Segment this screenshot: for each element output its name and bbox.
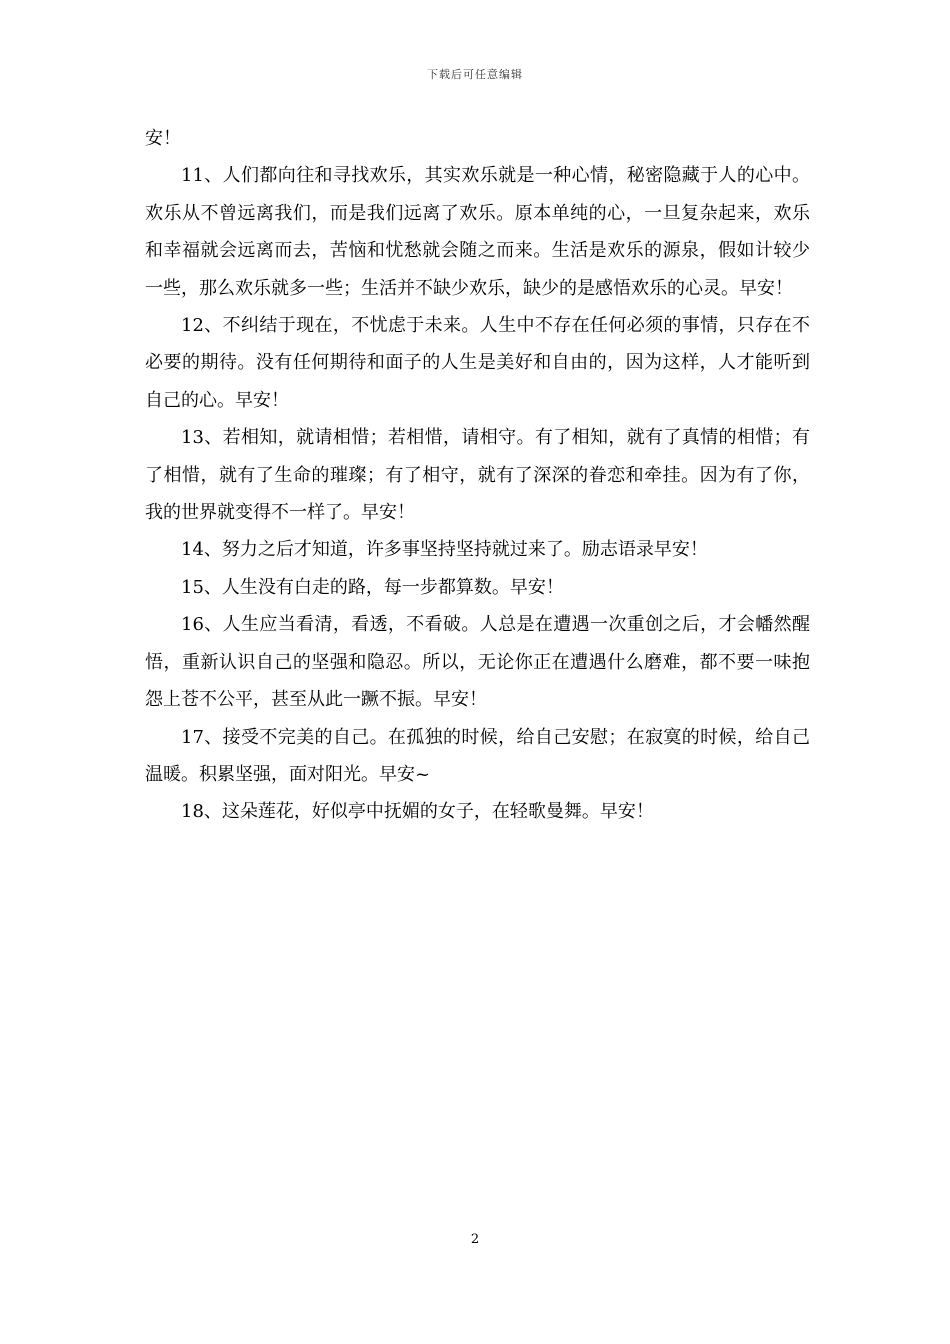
paragraph-11: 11、人们都向往和寻找欢乐，其实欢乐就是一种心情，秘密隐藏于人的心中。欢乐从不曾远离我们，而是我们远离了欢乐。原本单纯的心，一旦复杂起来，欢乐和幸福就会远离而去，苦恼和忧愁就会随之而来。生活是欢乐的源泉，假如计较少一些，那么欢乐就多一些；生活并不缺少欢乐，缺少的是感悟欢乐的心灵。早安！	[145, 165, 810, 299]
document-body	[145, 120, 810, 831]
paragraph-12: 12、不纠结于现在，不忧虑于未来。人生中不存在任何必须的事情，只存在不必要的期待。没有任何期待和面子的人生是美好和自由的，因为这样，人才能听到自己的心。早安！	[145, 315, 810, 411]
paragraph-15: 15、人生没有白走的路，每一步都算数。早安！	[181, 576, 564, 598]
paragraph-17: 17、接受不完美的自己。在孤独的时候，给自己安慰；在寂寞的时候，给自己温暖。积累坚强，面对阳光。早安~	[145, 726, 810, 785]
page-header: 下载后可任意编辑	[427, 68, 523, 81]
paragraph-continuation: 安！	[145, 128, 181, 149]
paragraph-13: 13、若相知，就请相惜；若相惜，请相守。有了相知，就有了真情的相惜；有了相惜，就有了生命的璀璨；有了相守，就有了深深的眷恋和牵挂。因为有了你，我的世界就变得不一样了。早安！	[145, 427, 810, 524]
page-number: 2	[470, 1232, 480, 1247]
paragraph-14: 14、努力之后才知道，许多事坚持坚持就过来了。励志语录早安！	[181, 539, 708, 561]
paragraph-16: 16、人生应当看清，看透，不看破。人总是在遭遇一次重创之后，才会幡然醒悟，重新认识自己的坚强和隐忍。所以，无论你正在遭遇什么磨难，都不要一味抱怨上苍不公平，甚至从此一蹶不振。早安！	[145, 614, 810, 711]
paragraph-18: 18、这朵莲花，好似亭中抚媚的女子，在轻歌曼舞。早安！	[181, 801, 654, 823]
